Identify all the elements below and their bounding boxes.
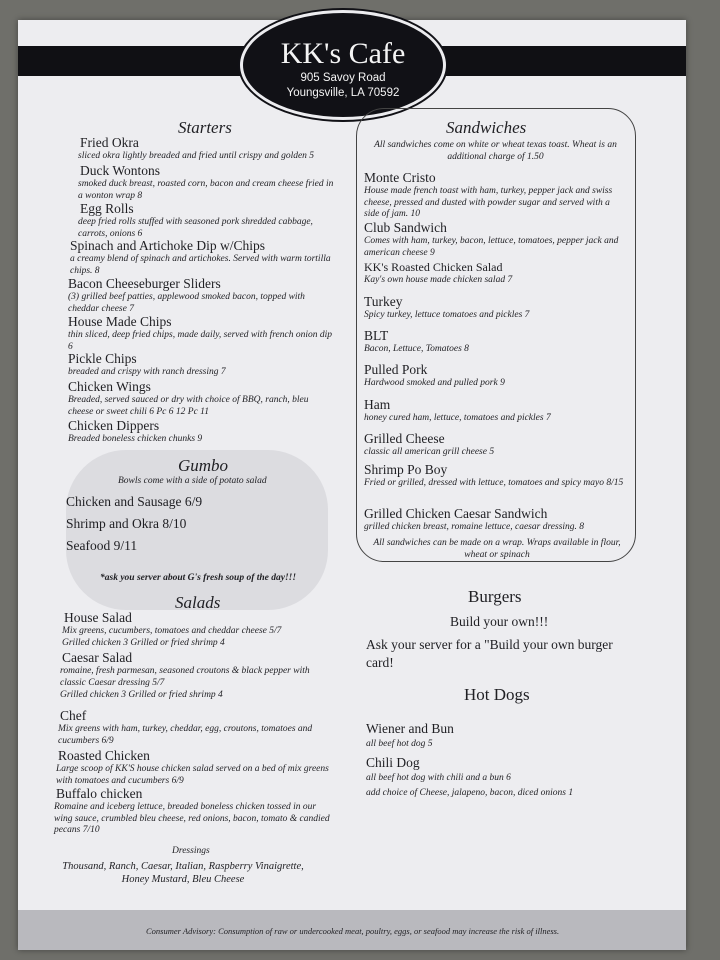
dressings-list: Thousand, Ranch, Caesar, Italian, Raspberry Vinaigrette, Honey Mustard, Bleu Cheese bbox=[62, 861, 304, 885]
soup-of-day-notice: *ask you server about G's fresh soup of the day!!! bbox=[100, 573, 297, 583]
starter-desc: Breaded, served sauced or dry with choice of BBQ, ranch, bleu cheese or sweet chili 6 Pc 6 12 Pc 11 bbox=[68, 395, 309, 417]
gumbo-item: Seafood 9/11 bbox=[66, 538, 138, 553]
salad-desc: Mix greens with ham, turkey, cheddar, egg, croutons, tomatoes and cucumbers 6/9 bbox=[58, 724, 313, 746]
sandwich-name: KK's Roasted Chicken Salad bbox=[364, 260, 503, 274]
burgers-tagline: Build your own!!! bbox=[450, 614, 549, 629]
gumbo-heading: Gumbo bbox=[178, 456, 229, 475]
gumbo-note: Bowls come with a side of potato salad bbox=[118, 476, 267, 486]
starters-heading: Starters bbox=[178, 118, 232, 137]
hotdog-addon: add choice of Cheese, jalapeno, bacon, diced onions 1 bbox=[366, 788, 574, 798]
hotdog-desc: all beef hot dog with chili and a bun 6 bbox=[366, 773, 511, 783]
salad-name: Roasted Chicken bbox=[58, 748, 150, 763]
gumbo-item: Shrimp and Okra 8/10 bbox=[66, 516, 187, 531]
address-line-2: Youngsville, LA 70592 bbox=[286, 87, 400, 99]
salad-name: House Salad bbox=[64, 610, 132, 625]
sandwich-name: Turkey bbox=[364, 294, 403, 309]
salad-extra: Grilled chicken 3 Grilled or fried shrimp 4 bbox=[62, 638, 225, 648]
starter-name: Chicken Wings bbox=[68, 379, 151, 394]
burgers-note: Ask your server for a "Build your own burger card! bbox=[366, 637, 613, 670]
starter-desc: deep fried rolls stuffed with seasoned pork shredded cabbage, carrots, onions 6 bbox=[78, 217, 313, 239]
salad-name: Chef bbox=[60, 708, 87, 723]
starter-name: Fried Okra bbox=[80, 135, 139, 150]
hotdog-name: Wiener and Bun bbox=[366, 721, 454, 736]
cafe-name: KK's Cafe bbox=[280, 37, 406, 70]
sandwich-desc: House made french toast with ham, turkey, pepper jack and swiss cheese, pressed and dusted with powder sugar and served with a side of jam. 10 bbox=[364, 186, 613, 219]
starter-name: Spinach and Artichoke Dip w/Chips bbox=[70, 238, 265, 253]
starter-desc: a creamy blend of spinach and artichokes. Served with warm tortilla chips. 8 bbox=[70, 254, 331, 276]
sandwich-desc: Kay's own house made chicken salad 7 bbox=[364, 275, 513, 285]
starter-desc: smoked duck breast, roasted corn, bacon and cream cheese fried in a wonton wrap 8 bbox=[78, 179, 334, 201]
cafe-logo bbox=[240, 10, 446, 120]
sandwich-desc: Hardwood smoked and pulled pork 9 bbox=[364, 378, 505, 388]
address-line-1: 905 Savoy Road bbox=[300, 72, 386, 84]
sandwiches-heading: Sandwiches bbox=[446, 118, 527, 137]
salad-desc: Mix greens, cucumbers, tomatoes and cheddar cheese 5/7 bbox=[62, 626, 282, 636]
sandwich-desc: grilled chicken breast, romaine lettuce, caesar dressing. 8 bbox=[364, 522, 585, 532]
salad-extra: Grilled chicken 3 Grilled or fried shrimp 4 bbox=[60, 690, 223, 700]
menu-page bbox=[18, 20, 686, 950]
sandwich-desc: Spicy turkey, lettuce tomatoes and pickles 7 bbox=[364, 310, 530, 320]
sandwich-name: Grilled Chicken Caesar Sandwich bbox=[364, 506, 548, 521]
starter-name: Egg Rolls bbox=[80, 201, 134, 216]
dressings-label: Dressings bbox=[172, 846, 210, 856]
sandwich-name: Ham bbox=[364, 397, 391, 412]
salad-name: Caesar Salad bbox=[62, 650, 133, 665]
sandwiches-intro: All sandwiches come on white or wheat texas toast. Wheat is an additional charge of 1.50 bbox=[374, 140, 617, 162]
starter-name: House Made Chips bbox=[68, 314, 172, 329]
starter-desc: breaded and crispy with ranch dressing 7 bbox=[68, 367, 226, 377]
sandwiches-footer: All sandwiches can be made on a wrap. Wraps available in flour, wheat or spinach bbox=[373, 538, 621, 560]
sandwich-name: Shrimp Po Boy bbox=[364, 462, 448, 477]
salad-name: Buffalo chicken bbox=[56, 786, 143, 801]
sandwich-name: Club Sandwich bbox=[364, 220, 447, 235]
starter-desc: thin sliced, deep fried chips, made daily, served with french onion dip 6 bbox=[68, 330, 333, 352]
sandwich-desc: Bacon, Lettuce, Tomatoes 8 bbox=[364, 344, 469, 354]
salad-desc: romaine, fresh parmesan, seasoned croutons & black pepper with classic Caesar dressing 5/7 bbox=[60, 666, 310, 688]
sandwich-name: Monte Cristo bbox=[364, 170, 436, 185]
salad-desc: Large scoop of KK'S house chicken salad served on a bed of mix greens with tomatoes and cucumbers 6/9 bbox=[56, 764, 329, 786]
hotdog-name: Chili Dog bbox=[366, 755, 420, 770]
gumbo-item: Chicken and Sausage 6/9 bbox=[66, 494, 203, 509]
hotdogs-heading: Hot Dogs bbox=[464, 685, 530, 704]
starter-name: Pickle Chips bbox=[68, 351, 137, 366]
starter-name: Duck Wontons bbox=[80, 163, 161, 178]
sandwich-desc: classic all american grill cheese 5 bbox=[364, 447, 495, 457]
consumer-advisory: Consumer Advisory: Consumption of raw or undercooked meat, poultry, eggs, or seafood may increase the risk of illness. bbox=[146, 926, 560, 936]
starter-desc: sliced okra lightly breaded and fried until crispy and golden 5 bbox=[78, 151, 315, 161]
salads-heading: Salads bbox=[175, 593, 221, 612]
sandwich-name: BLT bbox=[364, 328, 389, 343]
starter-name: Chicken Dippers bbox=[68, 418, 160, 433]
sandwich-desc: Fried or grilled, dressed with lettuce, tomatoes and spicy mayo 8/15 bbox=[364, 478, 624, 488]
sandwich-desc: Comes with ham, turkey, bacon, lettuce, tomatoes, pepper jack and american cheese 9 bbox=[364, 236, 619, 258]
sandwich-name: Grilled Cheese bbox=[364, 431, 445, 446]
starter-name: Bacon Cheeseburger Sliders bbox=[68, 276, 221, 291]
starter-desc: (3) grilled beef patties, applewood smoked bacon, topped with cheddar cheese 7 bbox=[68, 292, 305, 314]
hotdog-desc: all beef hot dog 5 bbox=[366, 739, 433, 749]
salad-desc: Romaine and iceberg lettuce, breaded boneless chicken tossed in our wing sauce, crumbled bleu cheese, red onions, bacon, tomato & candied pecans 7/10 bbox=[54, 802, 330, 835]
starter-desc: Breaded boneless chicken chunks 9 bbox=[68, 434, 203, 444]
sandwich-desc: honey cured ham, lettuce, tomatoes and pickles 7 bbox=[364, 413, 551, 423]
sandwich-name: Pulled Pork bbox=[364, 362, 428, 377]
burgers-heading: Burgers bbox=[468, 587, 522, 606]
